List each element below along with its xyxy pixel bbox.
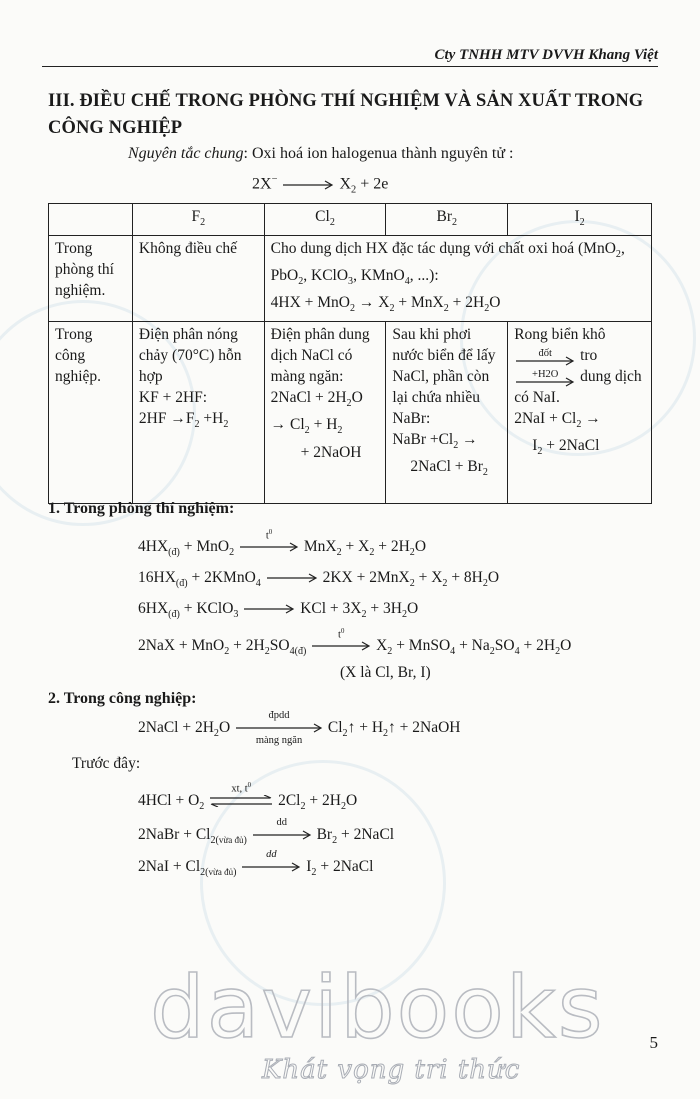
ash-text: tro	[580, 347, 598, 365]
industry-cl2-text: Điện phân dung dịch NaCl có màng ngăn:	[270, 326, 370, 386]
before-label: Trước đây:	[72, 755, 141, 772]
electrolysis-arrow: đpdd màng ngăn	[234, 723, 324, 733]
industry-f2-text: Điện phân nóng chảy (70°C) hỗn hợp	[138, 326, 242, 386]
reaction-arrow	[281, 180, 335, 190]
equation-lab-3: $6HX_{(đ)}$ + KClO$_3$ KCl + $3X_2 + 3H_2O$	[138, 600, 419, 621]
industry-i2-text: Rong biển khô	[514, 326, 606, 344]
solution-arrow: dd	[240, 862, 302, 872]
equilibrium-arrow: xt, $t^0$	[208, 795, 274, 807]
equation-lab-1: $4HX_{(đ)} + MnO_2$ $t^0$ $MnX_2 + X_2 + 2H_2O$	[138, 529, 427, 559]
davibooks-watermark: davibooks	[150, 958, 605, 1058]
reaction-arrow	[242, 604, 296, 614]
principle-label: Nguyên tắc chung	[128, 145, 244, 162]
page-number: 5	[649, 1033, 658, 1052]
industry-f2-cell: Điện phân nóng chảy (70°C) hỗn hợp KF + 2HF: $2HF \to F_2 +H_2$	[132, 322, 264, 504]
heading-lab: 1. Trong phòng thí nghiệm:	[48, 500, 235, 517]
industry-br2-cell: Sau khi phơi nước biển để lấy NaCl, phần còn lại chứa nhiều NaBr: NaBr $+Cl_2$ → 2NaCl + $Br_2$	[386, 322, 508, 504]
lab-f2-cell: Không điều chế	[132, 236, 264, 322]
lab-method-cell: Cho dung dịch HX đặc tác dụng với chất oxi hoá (MnO$_2$, PbO$_2$, KClO$_3$, KMnO$_4$, ...): $4HX + MnO_2 \to X_2 + MnX_2 + 2H_2O$	[264, 236, 651, 322]
heading-industry: 2. Trong công nghiệp:	[48, 690, 197, 707]
table-header-br2: $Br_2$	[386, 204, 508, 236]
table-header-f2: $F_2$	[132, 204, 264, 236]
industry-br2-text: Sau khi phơi nước biển để lấy NaCl, phần còn lại chứa nhiều NaBr:	[392, 326, 496, 428]
row-label-lab: Trong phòng thí nghiệm.	[49, 236, 133, 322]
general-equation: 2X− $X_2 + 2e$	[252, 174, 389, 196]
halogen-table	[48, 203, 652, 504]
burn-arrow: đốt	[514, 356, 576, 366]
equation-before-2: 2NaBr + $Cl_{2(vừa đủ)}$ dd $Br_2$ + 2NaCl	[138, 817, 395, 847]
equation-lab-2: $16HX_{(đ)}$ + 2KMnO$_4$ $2KX + 2MnX_2 + X_2 + 8H_2O$	[138, 569, 500, 590]
reaction-arrow	[265, 573, 319, 583]
row-label-industry: Trong công nghiệp.	[49, 322, 133, 504]
section-title: III. ĐIỀU CHẾ TRONG PHÒNG THÍ NGHIỆM VÀ SẢN XUẤT TRONG CÔNG NGHIỆP	[48, 91, 644, 138]
principle-line	[128, 145, 513, 163]
equation-industry-1: 2NaCl + $2H_2O$ đpdd màng ngăn $Cl_2↑$ + $H_2↑$ + 2NaOH	[138, 710, 461, 747]
heat-arrow: $t^0$	[310, 641, 372, 651]
principle-text: : Oxi hoá ion halogenua thành nguyên tử :	[243, 145, 514, 162]
table-header-empty	[49, 204, 133, 236]
industry-cl2-cell: Điện phân dung dịch NaCl có màng ngăn: 2NaCl + $2H_2O$ → $Cl_2 + H_2$ + 2NaOH	[264, 322, 386, 504]
water-arrow: +H2O	[514, 377, 576, 387]
table-header-i2: $I_2$	[508, 204, 652, 236]
lab-method-text: Cho dung dịch HX đặc tác dụng với chất oxi hoá	[270, 240, 575, 258]
x-note: (X là Cl, Br, I)	[340, 664, 431, 681]
equation-lab-4: $2NaX + MnO_2 + 2H_2SO_{4(đ)}$ $t^0$ $X_2$ + MnSO$_4$ + $Na_2SO_4 + 2H_2O$	[138, 628, 572, 658]
industry-i2-cell: Rong biển khô đốt tro +H2O dung dịch có NaI. $2NaI + Cl_2$ → $I_2$ + 2NaCl	[508, 322, 652, 504]
equation-before-1: $4HCl + O_2$ xt, $t^0$ $2Cl_2 + 2H_2O$	[138, 782, 358, 813]
solution-text: dung dịch có NaI.	[514, 368, 642, 407]
heat-arrow: $t^0$	[238, 542, 300, 552]
table-header-cl2: $Cl_2$	[264, 204, 386, 236]
solution-arrow: dd	[251, 830, 313, 840]
publisher-header: Cty TNHH MTV DVVH Khang Việt	[434, 47, 658, 63]
equation-before-3: $2NaI + Cl_{2(vừa đủ)}$ dd $I_2$ + 2NaCl	[138, 849, 374, 879]
header-rule	[42, 66, 658, 67]
watermark-tagline: Khát vọng tri thức	[262, 1055, 521, 1085]
